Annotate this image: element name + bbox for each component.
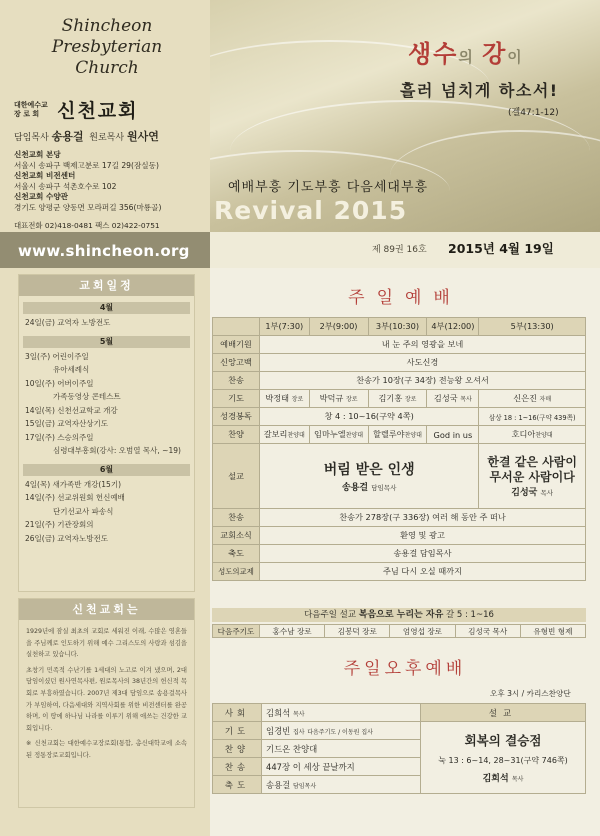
sunday-service-title: 주일예배 bbox=[348, 288, 462, 308]
table-row: 성경봉독 창 4 : 10~16(구약 4쪽) 삼상 18 : 1~16(구약 439쪽) bbox=[213, 408, 586, 426]
afternoon-sermon: 회복의 결승점 눅 13 : 6~14, 28~31(구약 746쪽) 김희석 목사 bbox=[421, 722, 586, 794]
table-row: 신앙고백 사도신경 bbox=[213, 354, 586, 372]
service-time: 5부(13:30) bbox=[479, 318, 586, 336]
issue-date: 2015년 4월 19일 bbox=[448, 241, 554, 256]
afternoon-time: 오후 3시 / 카리스찬양단 bbox=[490, 689, 571, 698]
calendar-event: 14일(주) 선교위원회 헌신예배 bbox=[25, 493, 125, 502]
main-sermon: 버림 받은 인생 송용걸 담임목사 bbox=[260, 444, 479, 509]
table-row: 찬송 찬송가 278장(구 336장) 여러 해 동안 주 떠나 bbox=[213, 509, 586, 527]
calendar-event: 21일(주) 기관장회의 bbox=[25, 520, 94, 529]
church-name-en-line: Shincheon bbox=[61, 16, 153, 36]
church-name-en-line: Presbyterian bbox=[51, 37, 163, 57]
denomination: 대한예수교 장 로 회 bbox=[14, 100, 48, 118]
table-row: 기도 박정태 장로 박덕규 장로 김기홍 장로 김성국 목사 신은진 자매 bbox=[213, 390, 586, 408]
table-row bbox=[213, 318, 586, 336]
table-row: 축도 송용걸 담임목사 bbox=[213, 776, 586, 794]
about-title: 신천교회는 bbox=[19, 599, 194, 620]
calendar-event: 24일(금) 교역자 노방전도 bbox=[25, 318, 111, 327]
church-name-english bbox=[22, 16, 192, 79]
service-time: 3부(10:30) bbox=[368, 318, 427, 336]
calendar-month: 5월 bbox=[23, 336, 190, 348]
next-week-prayer bbox=[212, 624, 586, 638]
table-row: 찬양 기드온 찬양대 bbox=[213, 740, 586, 758]
afternoon-order-table bbox=[212, 703, 586, 794]
table-row: 다음주기도 홍수남 장로 김봉덕 장로 엄영섭 장로 김성국 목사 유형빈 형제 bbox=[213, 625, 586, 638]
calendar-event: 단기선교사 파송식 bbox=[53, 506, 114, 516]
calendar-title: 교회일정 bbox=[19, 275, 194, 296]
calendar-event: 심령대부흥회(강사: 오범열 목사, ~19) bbox=[53, 446, 181, 455]
table-row: 사회 김희석 목사 설교 bbox=[213, 704, 586, 722]
afternoon-sermon-title: 회복의 결승점 bbox=[464, 733, 542, 748]
table-row: 기도 임경빈 집사 다음주기도 / 이동원 집사 회복의 결승점 눅 13 : 6~14, 28~31(구약 746쪽) 김희석 목사 bbox=[213, 722, 586, 740]
calendar-event: 가족동영상 콘테스트 bbox=[53, 392, 121, 401]
pastors-line: 담임목사 송용걸 원로목사 원사연 bbox=[14, 130, 159, 143]
senior-pastor: 송용걸 bbox=[51, 130, 84, 143]
theme-title: 생수의 강이 bbox=[408, 40, 524, 68]
volume-number: 제 89권 16호 bbox=[372, 245, 427, 255]
church-calendar bbox=[18, 274, 195, 592]
table-row: 축도 송용걸 담임목사 bbox=[213, 545, 586, 563]
about-church bbox=[18, 598, 195, 808]
calendar-event: 17일(주) 스승의주일 bbox=[25, 432, 94, 442]
calendar-month: 4월 bbox=[23, 302, 190, 314]
calendar-event: 4일(목) 새가족반 개강(15기) bbox=[25, 479, 121, 489]
calendar-event: 10일(주) 어버이주일 bbox=[25, 378, 94, 388]
alt-sermon: 한결 같은 사람이 무서운 사람이다 김성국 목사 bbox=[479, 444, 586, 509]
table-row: 교회소식 환영 및 광고 bbox=[213, 527, 586, 545]
church-name-korean: 신천교회 bbox=[57, 100, 139, 122]
calendar-event: 15일(금) 교역자산상기도 bbox=[25, 419, 108, 428]
emeritus-pastor: 원사연 bbox=[126, 130, 159, 143]
revival-year: Revival 2015 bbox=[214, 196, 408, 225]
calendar-event: 14일(목) 신천선교학교 개강 bbox=[25, 405, 118, 415]
sunday-order-table bbox=[212, 317, 586, 581]
calendar-month: 6월 bbox=[23, 464, 190, 476]
theme-verse: (겔47:1-12) bbox=[508, 108, 559, 118]
website-link[interactable]: www.shincheon.org bbox=[18, 242, 190, 260]
table-row: 찬양 갈보리찬양대 임마누엘찬양대 할렐루야찬양대 God in us 호디아찬양대 bbox=[213, 426, 586, 444]
service-time: 4부(12:00) bbox=[427, 318, 479, 336]
church-identity bbox=[14, 96, 204, 144]
calendar-event: 3일(주) 어린이주일 bbox=[25, 351, 89, 361]
theme-subtitle: 흘러 넘치게 하소서! bbox=[400, 81, 559, 100]
afternoon-service-title: 주일오후예배 bbox=[343, 659, 467, 679]
church-name-en-line: Church bbox=[75, 58, 139, 78]
about-text: 1929년에 잠실 최초의 교회로 세워진 이래, 수많은 영혼들을 주님께로 인도하기 위해 예수 그리스도의 사랑과 섬김을 실천하고 있습니다. 초창기 민족적 수난기를 1세대의 노고로 이겨 냈으며, 2대 담임이셨던 원사연목사편, 원로목사의 38년간의 헌신적 목회로 부흥하였습니다. 2007년 제3대 담임으로 송용걸목사가 부임하여, 다음세대와 지역사회를 위한 비전센터를 완공하며, 이 땅에 하나님 나라를 이루기 위해 애쓰는 건강한 교회입니다. ※ 신천교회는 대한예수교장로회(통합, 총신대학교에 소속된 정통장로교회입니다. bbox=[26, 628, 187, 759]
calendar-event: 26일(금) 교역자노방전도 bbox=[25, 533, 108, 543]
revival-tags: 예배부흥 기도부흥 다음세대부흥 bbox=[228, 180, 429, 195]
table-row: 성도의교제 주님 다시 오실 때까지 bbox=[213, 563, 586, 581]
next-week-sermon: 다음주일 설교 복음으로 누리는 자유 갈 5 : 1~16 bbox=[212, 608, 586, 622]
table-row: 예배기원 내 눈 주의 영광을 보네 bbox=[213, 336, 586, 354]
calendar-event: 유아세례식 bbox=[53, 365, 90, 374]
table-row: 찬송 447장 이 세상 끝날까지 bbox=[213, 758, 586, 776]
table-row: 설교 버림 받은 인생 송용걸 담임목사 한결 같은 사람이 무서운 사람이다 김성국 목사 bbox=[213, 444, 586, 509]
table-row: 찬송 찬송가 10장(구 34장) 전능왕 오셔서 bbox=[213, 372, 586, 390]
service-time: 1부(7:30) bbox=[260, 318, 310, 336]
service-time: 2부(9:00) bbox=[309, 318, 368, 336]
sermon-title: 버림 받은 인생 bbox=[323, 461, 415, 478]
addresses: 신천교회 본당 서울시 송파구 백제고분로 17길 29(잠실동) 신천교회 비전센터 서울시 송파구 석촌호수로 102 신천교회 수양관 경기도 양평군 양동면 모라퍼길 356(마룡골) bbox=[14, 150, 162, 212]
phone-fax: 대표전화 02)418-0481 팩스 02)422-0751 bbox=[14, 221, 160, 230]
